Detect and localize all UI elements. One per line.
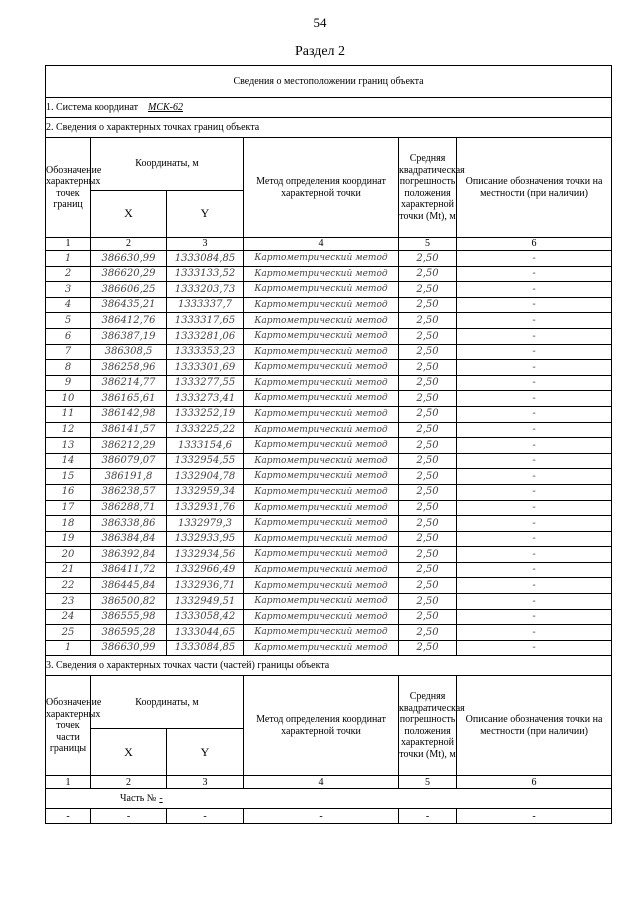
coord-x: 386165,61 [91, 391, 167, 407]
table-row [46, 375, 612, 391]
empty-cell: - [244, 809, 399, 824]
coord-y: 1332933,95 [167, 531, 244, 547]
coord-x: 386142,98 [91, 406, 167, 422]
part-value: - [159, 793, 163, 805]
empty-cell: - [91, 809, 167, 824]
method: Картометрический метод [244, 562, 399, 578]
coord-x: 386595,28 [91, 625, 167, 641]
header-point-id-part: Обозначение характерных точек части границы [46, 676, 91, 776]
accuracy: 2,50 [399, 453, 457, 469]
col-number: 2 [91, 776, 167, 789]
coord-y: 1333225,22 [167, 422, 244, 438]
description: - [457, 500, 612, 516]
coord-x: 386338,86 [91, 516, 167, 532]
point-number: 25 [46, 625, 91, 641]
description: - [457, 562, 612, 578]
coord-y: 1333044,65 [167, 625, 244, 641]
coord-x: 386079,07 [91, 453, 167, 469]
table-row [46, 531, 612, 547]
coord-y: 1333133,52 [167, 266, 244, 282]
method: Картометрический метод [244, 453, 399, 469]
point-number: 2 [46, 266, 91, 282]
points-section-label: 2. Сведения о характерных точках границ объекта [46, 118, 612, 138]
method: Картометрический метод [244, 625, 399, 641]
empty-part-row [46, 809, 612, 824]
accuracy: 2,50 [399, 438, 457, 454]
description: - [457, 531, 612, 547]
header-method-part: Метод определения координат характерной точки [244, 676, 399, 776]
coord-x: 386435,21 [91, 297, 167, 313]
coord-y: 1332936,71 [167, 578, 244, 594]
method: Картометрический метод [244, 297, 399, 313]
method: Картометрический метод [244, 282, 399, 298]
description: - [457, 344, 612, 360]
accuracy: 2,50 [399, 562, 457, 578]
table-row [46, 578, 612, 594]
method: Картометрический метод [244, 609, 399, 625]
point-number: 15 [46, 469, 91, 485]
point-number: 13 [46, 438, 91, 454]
coord-y: 1332904,78 [167, 469, 244, 485]
description: - [457, 594, 612, 610]
description: - [457, 313, 612, 329]
table-row [46, 344, 612, 360]
coordinate-system-value: МСК-62 [148, 101, 184, 113]
coord-x: 386392,84 [91, 547, 167, 563]
description: - [457, 360, 612, 376]
coord-y: 1333273,41 [167, 391, 244, 407]
header-x-part: X [91, 729, 167, 776]
header-accuracy-part: Средняя квадратическая погрешность положения характерной точки (Mt), м [399, 676, 457, 776]
coordinate-system-row [46, 98, 612, 118]
table-row [46, 640, 612, 656]
coord-x: 386387,19 [91, 328, 167, 344]
accuracy: 2,50 [399, 640, 457, 656]
point-number: 20 [46, 547, 91, 563]
table-row [46, 484, 612, 500]
method: Картометрический метод [244, 578, 399, 594]
coord-y: 1332949,51 [167, 594, 244, 610]
accuracy: 2,50 [399, 531, 457, 547]
table-row [46, 406, 612, 422]
method: Картометрический метод [244, 531, 399, 547]
table-row [46, 453, 612, 469]
table-row [46, 516, 612, 532]
table-row [46, 625, 612, 641]
coord-x: 386258,96 [91, 360, 167, 376]
point-number: 5 [46, 313, 91, 329]
description: - [457, 297, 612, 313]
coord-y: 1333154,6 [167, 438, 244, 454]
part-row [46, 789, 612, 809]
description: - [457, 328, 612, 344]
method: Картометрический метод [244, 328, 399, 344]
method: Картометрический метод [244, 344, 399, 360]
point-number: 18 [46, 516, 91, 532]
point-number: 4 [46, 297, 91, 313]
empty-cell: - [46, 809, 91, 824]
header-y-part: Y [167, 729, 244, 776]
description: - [457, 609, 612, 625]
coord-y: 1332931,76 [167, 500, 244, 516]
coord-x: 386191,8 [91, 469, 167, 485]
point-number: 19 [46, 531, 91, 547]
accuracy: 2,50 [399, 297, 457, 313]
coord-x: 386212,29 [91, 438, 167, 454]
col-number: 3 [167, 238, 244, 251]
coord-x: 386500,82 [91, 594, 167, 610]
point-number: 24 [46, 609, 91, 625]
description: - [457, 438, 612, 454]
point-number: 17 [46, 500, 91, 516]
col-number: 3 [167, 776, 244, 789]
header-description: Описание обозначения точки на местности (при наличии) [457, 138, 612, 238]
accuracy: 2,50 [399, 625, 457, 641]
point-number: 22 [46, 578, 91, 594]
method: Картометрический метод [244, 406, 399, 422]
col-number: 6 [457, 238, 612, 251]
point-number: 7 [46, 344, 91, 360]
method: Картометрический метод [244, 469, 399, 485]
point-number: 21 [46, 562, 91, 578]
accuracy: 2,50 [399, 375, 457, 391]
coord-y: 1333084,85 [167, 640, 244, 656]
description: - [457, 469, 612, 485]
coord-y: 1333317,65 [167, 313, 244, 329]
col-number: 1 [46, 238, 91, 251]
table-row [46, 360, 612, 376]
col-number: 6 [457, 776, 612, 789]
table-row [46, 500, 612, 516]
method: Картометрический метод [244, 438, 399, 454]
point-number: 3 [46, 282, 91, 298]
table-row [46, 422, 612, 438]
description: - [457, 484, 612, 500]
method: Картометрический метод [244, 484, 399, 500]
table-row [46, 282, 612, 298]
section-title: Раздел 2 [294, 44, 346, 59]
table-row [46, 251, 612, 267]
coord-x: 386238,57 [91, 484, 167, 500]
table-row [46, 313, 612, 329]
header-coords-part: Координаты, м [91, 676, 244, 729]
point-number: 6 [46, 328, 91, 344]
coordinate-system-label: 1. Система координат [46, 101, 139, 113]
table-row [46, 547, 612, 563]
coord-y: 1332959,34 [167, 484, 244, 500]
description: - [457, 422, 612, 438]
method: Картометрический метод [244, 313, 399, 329]
description: - [457, 453, 612, 469]
accuracy: 2,50 [399, 609, 457, 625]
description: - [457, 375, 612, 391]
table-row [46, 266, 612, 282]
method: Картометрический метод [244, 251, 399, 267]
coord-y: 1333058,42 [167, 609, 244, 625]
description: - [457, 578, 612, 594]
accuracy: 2,50 [399, 344, 457, 360]
parts-section-label: 3. Сведения о характерных точках части (частей) границы объекта [46, 656, 612, 676]
column-numbers-row-part [46, 776, 612, 789]
table-row [46, 297, 612, 313]
coord-y: 1333203,73 [167, 282, 244, 298]
part-label: Часть № [120, 793, 157, 805]
accuracy: 2,50 [399, 406, 457, 422]
method: Картометрический метод [244, 360, 399, 376]
coord-x: 386412,76 [91, 313, 167, 329]
header-accuracy: Средняя квадратическая погрешность положения характерной точки (Mt), м [399, 138, 457, 238]
description: - [457, 251, 612, 267]
accuracy: 2,50 [399, 547, 457, 563]
header-y: Y [167, 191, 244, 238]
coord-y: 1333084,85 [167, 251, 244, 267]
coord-x: 386411,72 [91, 562, 167, 578]
header-description-part: Описание обозначения точки на местности (при наличии) [457, 676, 612, 776]
table-row [46, 391, 612, 407]
accuracy: 2,50 [399, 594, 457, 610]
accuracy: 2,50 [399, 313, 457, 329]
accuracy: 2,50 [399, 360, 457, 376]
coord-y: 1332966,49 [167, 562, 244, 578]
accuracy: 2,50 [399, 422, 457, 438]
coord-y: 1332934,56 [167, 547, 244, 563]
accuracy: 2,50 [399, 251, 457, 267]
header-x: X [91, 191, 167, 238]
point-number: 1 [46, 640, 91, 656]
table-row [46, 609, 612, 625]
coord-y: 1333301,69 [167, 360, 244, 376]
coord-x: 386630,99 [91, 640, 167, 656]
description: - [457, 266, 612, 282]
coord-x: 386620,29 [91, 266, 167, 282]
point-number: 14 [46, 453, 91, 469]
table-row [46, 438, 612, 454]
description: - [457, 391, 612, 407]
coord-x: 386308,5 [91, 344, 167, 360]
col-number: 4 [244, 238, 399, 251]
coord-x: 386288,71 [91, 500, 167, 516]
method: Картометрический метод [244, 391, 399, 407]
method: Картометрический метод [244, 500, 399, 516]
table-title: Сведения о местоположении границ объекта [46, 66, 612, 98]
coord-y: 1332954,55 [167, 453, 244, 469]
col-number: 5 [399, 238, 457, 251]
table-row [46, 328, 612, 344]
coord-y: 1332979,3 [167, 516, 244, 532]
parts-table-body [46, 656, 612, 824]
coord-x: 386141,57 [91, 422, 167, 438]
point-number: 23 [46, 594, 91, 610]
empty-cell: - [457, 809, 612, 824]
coord-x: 386630,99 [91, 251, 167, 267]
point-number: 8 [46, 360, 91, 376]
coord-x: 386606,25 [91, 282, 167, 298]
table-row [46, 594, 612, 610]
method: Картометрический метод [244, 547, 399, 563]
point-number: 11 [46, 406, 91, 422]
col-number: 5 [399, 776, 457, 789]
column-numbers-row [46, 238, 612, 251]
page-number: 54 [313, 15, 327, 30]
point-number: 9 [46, 375, 91, 391]
description: - [457, 516, 612, 532]
header-coords: Координаты, м [91, 138, 244, 191]
coord-x: 386384,84 [91, 531, 167, 547]
table-row [46, 469, 612, 485]
coord-x: 386445,84 [91, 578, 167, 594]
description: - [457, 547, 612, 563]
method: Картометрический метод [244, 375, 399, 391]
accuracy: 2,50 [399, 391, 457, 407]
point-number: 1 [46, 251, 91, 267]
accuracy: 2,50 [399, 484, 457, 500]
header-method: Метод определения координат характерной точки [244, 138, 399, 238]
coord-y: 1333252,19 [167, 406, 244, 422]
accuracy: 2,50 [399, 516, 457, 532]
coord-x: 386214,77 [91, 375, 167, 391]
description: - [457, 625, 612, 641]
coord-y: 1333353,23 [167, 344, 244, 360]
table-row [46, 562, 612, 578]
col-number: 4 [244, 776, 399, 789]
point-number: 16 [46, 484, 91, 500]
accuracy: 2,50 [399, 282, 457, 298]
description: - [457, 640, 612, 656]
header-point-id: Обозначение характерных точек границ [46, 138, 91, 238]
coord-x: 386555,98 [91, 609, 167, 625]
method: Картометрический метод [244, 640, 399, 656]
method: Картометрический метод [244, 266, 399, 282]
accuracy: 2,50 [399, 469, 457, 485]
boundaries-table [45, 65, 612, 824]
description: - [457, 282, 612, 298]
accuracy: 2,50 [399, 266, 457, 282]
col-number: 1 [46, 776, 91, 789]
table-body [46, 66, 612, 656]
col-number: 2 [91, 238, 167, 251]
coord-y: 1333281,06 [167, 328, 244, 344]
point-number: 12 [46, 422, 91, 438]
point-number: 10 [46, 391, 91, 407]
method: Картометрический метод [244, 422, 399, 438]
empty-cell: - [399, 809, 457, 824]
accuracy: 2,50 [399, 500, 457, 516]
accuracy: 2,50 [399, 578, 457, 594]
method: Картометрический метод [244, 516, 399, 532]
empty-cell: - [167, 809, 244, 824]
coord-y: 1333337,7 [167, 297, 244, 313]
method: Картометрический метод [244, 594, 399, 610]
coord-y: 1333277,55 [167, 375, 244, 391]
accuracy: 2,50 [399, 328, 457, 344]
description: - [457, 406, 612, 422]
